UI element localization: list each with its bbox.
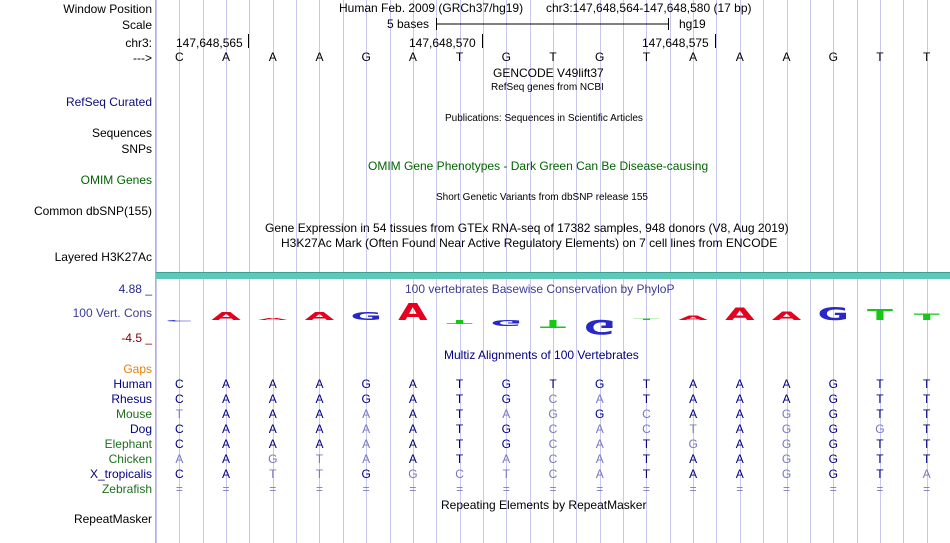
alignment-base: G bbox=[875, 422, 885, 436]
sequence-base: G bbox=[501, 50, 511, 64]
alignment-base: = bbox=[502, 482, 510, 496]
alignment-base: A bbox=[315, 437, 324, 451]
alignment-base: T bbox=[455, 392, 464, 406]
alignment-base: A bbox=[502, 407, 511, 421]
alignment-base: T bbox=[922, 392, 931, 406]
alignment-base: = bbox=[222, 482, 230, 496]
alignment-base: C bbox=[548, 452, 558, 466]
alignment-base: T bbox=[455, 437, 464, 451]
sequence-base: G bbox=[595, 50, 605, 64]
alignment-base: A bbox=[735, 437, 744, 451]
alignment-base: A bbox=[595, 422, 604, 436]
alignment-base: A bbox=[735, 377, 744, 391]
alignment-base: G bbox=[828, 407, 838, 421]
phylop-letter: A bbox=[304, 310, 335, 323]
alignment-base: C bbox=[175, 377, 184, 391]
alignment-base: A bbox=[502, 452, 511, 466]
alignment-base: T bbox=[455, 422, 464, 436]
label-scale[interactable]: Scale bbox=[121, 18, 152, 32]
alignment-base: G bbox=[781, 452, 792, 466]
alignment-base: A bbox=[595, 452, 604, 466]
alignment-base: T bbox=[549, 377, 557, 391]
alignment-base: C bbox=[175, 392, 184, 406]
sequence-base: T bbox=[922, 50, 931, 64]
alignment-base: T bbox=[642, 452, 651, 466]
alignment-base: A bbox=[222, 392, 231, 406]
coord-tick-3 bbox=[715, 34, 716, 48]
alignment-base: = bbox=[876, 482, 884, 496]
alignment-base: T bbox=[876, 392, 884, 406]
alignment-base: A bbox=[222, 467, 231, 481]
refseq-desc: RefSeq genes from NCBI bbox=[491, 82, 604, 93]
phylop-letter: C bbox=[165, 319, 194, 322]
alignment-base: = bbox=[456, 482, 464, 496]
label-chr[interactable]: chr3: bbox=[125, 36, 152, 50]
alignment-base: G bbox=[781, 422, 792, 436]
alignment-base: T bbox=[175, 407, 184, 421]
sequence-base: A bbox=[735, 50, 744, 64]
alignment-base: = bbox=[175, 482, 183, 496]
alignment-base: T bbox=[642, 377, 651, 391]
species-label[interactable]: Rhesus bbox=[111, 392, 152, 406]
alignment-base: G bbox=[361, 392, 371, 406]
alignment-base: G bbox=[595, 407, 605, 421]
alignment-base: T bbox=[455, 407, 464, 421]
gtex-title[interactable]: Gene Expression in 54 tissues from GTEx RNA-seq of 17382 samples, 948 donors (V8, Aug 2019) bbox=[265, 221, 789, 235]
alignment-base: T bbox=[876, 467, 884, 481]
alignment-base: T bbox=[876, 437, 884, 451]
alignment-base: C bbox=[548, 467, 558, 481]
sequence-base: T bbox=[455, 50, 464, 64]
sequence-base: A bbox=[408, 50, 417, 64]
phylop-letter: A bbox=[258, 317, 288, 321]
species-label[interactable]: Human bbox=[113, 377, 152, 391]
phylop-title[interactable]: 100 vertebrates Basewise Conservation by PhyloP bbox=[405, 282, 675, 296]
alignment-base: G bbox=[361, 377, 371, 391]
sequence-base: T bbox=[642, 50, 651, 64]
alignment-base: = bbox=[736, 482, 744, 496]
alignment-base: C bbox=[548, 392, 558, 406]
alignment-base: A bbox=[782, 392, 791, 406]
alignment-base: A bbox=[735, 467, 744, 481]
alignment-base: T bbox=[876, 377, 884, 391]
alignment-base: = bbox=[923, 482, 931, 496]
alignment-base: T bbox=[922, 452, 931, 466]
repeatmasker-title[interactable]: Repeating Elements by RepeatMasker bbox=[441, 498, 647, 512]
multiz-title[interactable]: Multiz Alignments of 100 Vertebrates bbox=[444, 348, 639, 362]
alignment-base: T bbox=[922, 407, 931, 421]
alignment-base: T bbox=[876, 407, 884, 421]
label-repeatmasker[interactable]: RepeatMasker bbox=[73, 512, 152, 526]
alignment-base: G bbox=[828, 392, 838, 406]
alignment-base: A bbox=[408, 437, 417, 451]
alignment-base: C bbox=[548, 422, 558, 436]
alignment-base: G bbox=[688, 437, 698, 451]
alignment-base: A bbox=[268, 422, 277, 436]
sequence-base: T bbox=[876, 50, 884, 64]
alignment-base: G bbox=[548, 407, 558, 421]
sequence-base: T bbox=[549, 50, 557, 64]
coord-tick-1 bbox=[248, 34, 249, 48]
sequence-base: A bbox=[222, 50, 231, 64]
phylop-letter: G bbox=[584, 314, 616, 338]
alignment-base: A bbox=[315, 392, 324, 406]
alignment-base: T bbox=[642, 437, 651, 451]
alignment-base: = bbox=[829, 482, 837, 496]
species-label[interactable]: Chicken bbox=[108, 452, 152, 466]
h3k27ac-signal-bar bbox=[156, 272, 950, 279]
alignment-base: A bbox=[408, 407, 417, 421]
alignment-base: G bbox=[501, 377, 511, 391]
alignment-base: A bbox=[362, 437, 371, 451]
alignment-base: = bbox=[642, 482, 650, 496]
coord-3: 147,648,575 bbox=[642, 36, 709, 50]
alignment-base: T bbox=[315, 467, 324, 481]
alignment-base: G bbox=[408, 467, 418, 481]
phylop-letter: T bbox=[540, 317, 566, 331]
alignment-base: = bbox=[315, 482, 323, 496]
alignment-base: G bbox=[828, 467, 838, 481]
alignment-base: G bbox=[501, 437, 511, 451]
species-label[interactable]: X_tropicalis bbox=[89, 467, 152, 481]
alignment-base: T bbox=[269, 467, 277, 481]
label-common-dbsnp[interactable]: Common dbSNP(155) bbox=[33, 204, 152, 218]
alignment-base: G bbox=[268, 452, 278, 466]
alignment-base: A bbox=[268, 407, 277, 421]
alignment-base: A bbox=[222, 407, 231, 421]
label-refseq[interactable]: RefSeq Curated bbox=[65, 95, 152, 109]
label-strand[interactable]: ---> bbox=[133, 51, 152, 65]
alignment-base: C bbox=[455, 467, 464, 481]
phylop-letter: G bbox=[817, 303, 849, 325]
phylop-letter: A bbox=[211, 309, 241, 323]
alignment-base: A bbox=[408, 422, 417, 436]
alignment-base: G bbox=[828, 377, 838, 391]
alignment-base: T bbox=[642, 392, 651, 406]
alignment-base: A bbox=[268, 392, 277, 406]
h3k27ac-title[interactable]: H3K27Ac Mark (Often Found Near Active Regulatory Elements) on 7 cell lines from ENCODE bbox=[281, 236, 778, 250]
track-image[interactable] bbox=[156, 0, 950, 543]
alignment-base: C bbox=[175, 422, 184, 436]
alignment-base: T bbox=[922, 422, 931, 436]
alignment-base: G bbox=[781, 467, 792, 481]
phylop-letter: T bbox=[866, 305, 893, 324]
label-snps[interactable]: SNPs bbox=[121, 142, 152, 156]
alignment-base: A bbox=[595, 392, 604, 406]
alignment-base: A bbox=[782, 377, 791, 391]
alignment-base: = bbox=[362, 482, 370, 496]
label-phylop-max: 4.88 _ bbox=[118, 282, 152, 296]
alignment-base: A bbox=[408, 392, 417, 406]
assembly-title: Human Feb. 2009 (GRCh37/hg19) bbox=[339, 1, 524, 15]
alignment-base: T bbox=[642, 467, 651, 481]
alignment-base: A bbox=[222, 437, 231, 451]
alignment-base: = bbox=[549, 482, 557, 496]
alignment-base: T bbox=[922, 377, 931, 391]
alignment-base: A bbox=[735, 452, 744, 466]
alignment-base: A bbox=[315, 407, 324, 421]
label-window-position[interactable]: Window Position bbox=[63, 2, 152, 16]
alignment-base: A bbox=[222, 422, 231, 436]
scale-bar bbox=[436, 17, 672, 31]
species-label[interactable]: Mouse bbox=[115, 407, 152, 421]
coord-2: 147,648,570 bbox=[409, 36, 476, 50]
sequence-base: A bbox=[268, 50, 277, 64]
species-label[interactable]: Zebrafish bbox=[101, 482, 152, 496]
alignment-base: A bbox=[595, 437, 604, 451]
phylop-letter: T bbox=[446, 318, 473, 325]
scale-db: hg19 bbox=[679, 17, 706, 31]
alignment-base: G bbox=[828, 422, 838, 436]
coord-tick-2 bbox=[482, 34, 483, 48]
phylop-letter: A bbox=[678, 314, 708, 322]
sequence-base: A bbox=[782, 50, 791, 64]
dbsnp-desc[interactable]: Short Genetic Variants from dbSNP release 155 bbox=[436, 192, 648, 203]
alignment-base: = bbox=[783, 482, 791, 496]
alignment-base: T bbox=[689, 422, 697, 436]
alignment-base: G bbox=[501, 422, 511, 436]
alignment-base: = bbox=[689, 482, 697, 496]
alignment-base: A bbox=[315, 422, 324, 436]
alignment-base: A bbox=[362, 452, 371, 466]
alignment-base: = bbox=[409, 482, 417, 496]
alignment-base: G bbox=[828, 437, 838, 451]
sequence-base: A bbox=[689, 50, 698, 64]
alignment-base: A bbox=[315, 377, 324, 391]
alignment-base: A bbox=[735, 392, 744, 406]
alignment-base: C bbox=[175, 437, 184, 451]
alignment-base: A bbox=[362, 422, 371, 436]
coord-1: 147,648,565 bbox=[176, 36, 243, 50]
alignment-base: C bbox=[548, 437, 558, 451]
alignment-base: A bbox=[689, 452, 698, 466]
alignment-base: G bbox=[361, 467, 371, 481]
scale-text: 5 bases bbox=[387, 17, 430, 31]
alignment-base: G bbox=[781, 407, 792, 421]
alignment-base: A bbox=[362, 407, 371, 421]
phylop-letter: G bbox=[490, 317, 522, 328]
position-title: chr3:147,648,564-147,648,580 (17 bp) bbox=[546, 1, 752, 15]
label-phylop[interactable]: 100 Vert. Cons bbox=[72, 306, 152, 320]
alignment-base: T bbox=[455, 377, 464, 391]
publications-title[interactable]: Publications: Sequences in Scientific Articles bbox=[445, 113, 643, 124]
alignment-base: C bbox=[642, 422, 651, 436]
species-label[interactable]: Elephant bbox=[104, 437, 152, 451]
alignment-base: A bbox=[689, 407, 698, 421]
alignment-base: A bbox=[922, 467, 931, 481]
phylop-letter: G bbox=[350, 309, 382, 323]
sequence-base: C bbox=[175, 50, 184, 64]
alignment-base: C bbox=[175, 467, 184, 481]
sequence-base: A bbox=[315, 50, 324, 64]
alignment-base: A bbox=[735, 422, 744, 436]
track-labels bbox=[0, 0, 156, 543]
alignment-base: A bbox=[222, 377, 231, 391]
phylop-letter: T bbox=[633, 318, 660, 321]
alignment-base: A bbox=[689, 392, 698, 406]
label-phylop-min: -4.5 _ bbox=[121, 331, 152, 345]
species-label[interactable]: Dog bbox=[129, 422, 152, 436]
alignment-base: A bbox=[735, 407, 744, 421]
omim-title[interactable]: OMIM Gene Phenotypes - Dark Green Can Be Disease-causing bbox=[368, 159, 709, 173]
alignment-base: = bbox=[269, 482, 277, 496]
alignment-base: A bbox=[595, 467, 604, 481]
label-omim[interactable]: OMIM Genes bbox=[80, 173, 152, 187]
phylop-letter: A bbox=[398, 299, 428, 326]
alignment-base: T bbox=[315, 452, 324, 466]
alignment-base: G bbox=[595, 377, 605, 391]
alignment-base: A bbox=[408, 452, 417, 466]
phylop-letter: A bbox=[725, 304, 755, 325]
alignment-base: T bbox=[922, 437, 931, 451]
alignment-base: G bbox=[501, 392, 511, 406]
alignment-base: T bbox=[876, 452, 884, 466]
label-layered-h3k27ac[interactable]: Layered H3K27Ac bbox=[54, 250, 152, 264]
alignment-base: A bbox=[268, 437, 277, 451]
alignment-base: A bbox=[268, 377, 277, 391]
alignment-base: A bbox=[175, 452, 184, 466]
alignment-base: G bbox=[781, 437, 792, 451]
alignment-base: C bbox=[642, 407, 651, 421]
alignment-base: G bbox=[828, 452, 838, 466]
alignment-base: A bbox=[408, 377, 417, 391]
phylop-logo bbox=[156, 294, 950, 340]
alignment-base: A bbox=[689, 467, 698, 481]
alignment-base: = bbox=[596, 482, 604, 496]
gencode-title[interactable]: GENCODE V49lift37 bbox=[493, 66, 604, 80]
sequence-base: G bbox=[828, 50, 838, 64]
alignment-base: A bbox=[689, 377, 698, 391]
sequence-base: G bbox=[361, 50, 371, 64]
label-gaps[interactable]: Gaps bbox=[123, 362, 152, 376]
alignment-base: A bbox=[222, 452, 231, 466]
label-sequences[interactable]: Sequences bbox=[91, 126, 152, 140]
phylop-letter: A bbox=[771, 309, 802, 323]
alignment-base: T bbox=[455, 452, 464, 466]
alignment-base: T bbox=[502, 467, 510, 481]
phylop-letter: T bbox=[913, 311, 940, 323]
